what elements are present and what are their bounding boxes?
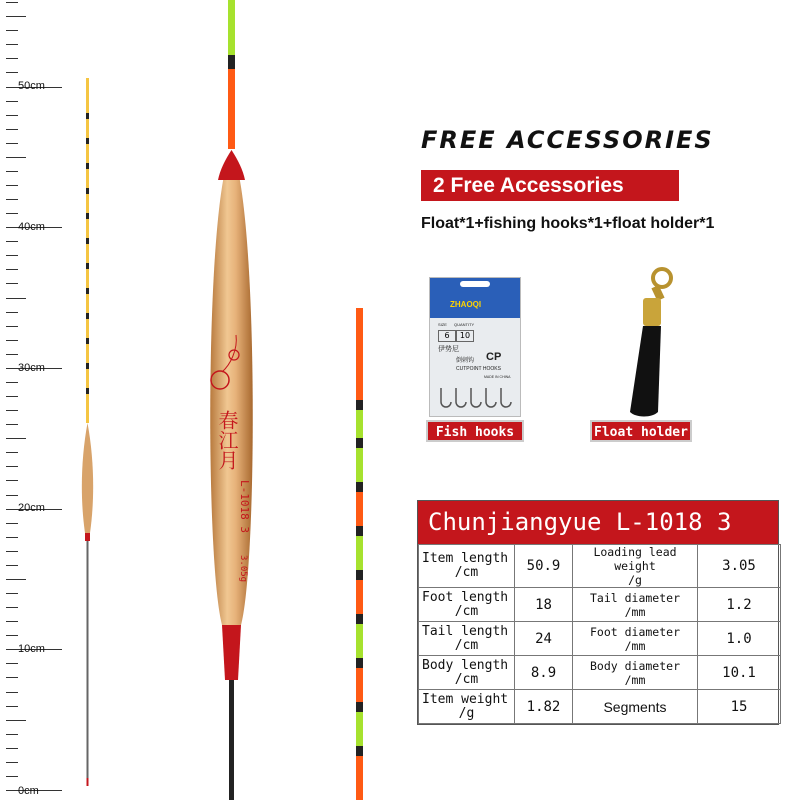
spec-row bbox=[419, 545, 781, 588]
ruler-tick bbox=[6, 748, 18, 749]
ruler-tick bbox=[6, 340, 18, 341]
hook-desc: CUTPOINT HOOKS bbox=[456, 366, 501, 372]
spec-label bbox=[573, 545, 698, 588]
spec-label bbox=[573, 656, 698, 690]
spec-label-line1: Tail length bbox=[422, 623, 509, 639]
spec-label bbox=[419, 588, 515, 622]
ruler-tick bbox=[6, 72, 18, 73]
ruler-tick bbox=[6, 171, 18, 172]
spec-value: 15 bbox=[698, 690, 781, 724]
ruler-tick bbox=[6, 424, 18, 425]
ruler-tick bbox=[6, 241, 18, 242]
ruler-tick bbox=[6, 30, 18, 31]
ruler-tick bbox=[6, 396, 18, 397]
hook-quantity: 10 bbox=[456, 330, 474, 342]
ruler-tick bbox=[6, 129, 18, 130]
ruler-tick bbox=[6, 734, 18, 735]
ruler-tick bbox=[6, 720, 26, 721]
ruler-tick bbox=[6, 593, 18, 594]
float-chinese-label: 春江月 bbox=[215, 410, 239, 470]
ruler-tick bbox=[6, 44, 18, 45]
large-float-closeup-image bbox=[200, 0, 270, 800]
spec-label-line1: Foot diameter bbox=[589, 624, 680, 639]
spec-row bbox=[419, 690, 781, 724]
spec-value: 1.82 bbox=[515, 690, 573, 724]
spec-table bbox=[417, 500, 779, 725]
spec-label-line1: Body length bbox=[422, 657, 509, 673]
spec-label-line1: Body diameter bbox=[589, 658, 680, 673]
ruler-tick bbox=[6, 326, 18, 327]
spec-row bbox=[419, 588, 781, 622]
float-model-label: L-1018 3 bbox=[238, 480, 251, 533]
hook-series: CP bbox=[486, 351, 502, 363]
ruler-tick bbox=[6, 255, 18, 256]
ruler-tick bbox=[6, 551, 18, 552]
hook-brand: ZHAOQI bbox=[450, 300, 482, 309]
ruler-tick bbox=[6, 537, 18, 538]
spec-label-line1: Tail diameter bbox=[589, 590, 680, 605]
spec-value: 10.1 bbox=[698, 656, 781, 690]
spec-rows bbox=[418, 544, 781, 724]
hook-name-cn: 伊势尼 bbox=[438, 345, 459, 353]
hook-size-header: SIZE bbox=[438, 322, 447, 327]
spec-label-unit: /g bbox=[628, 573, 642, 587]
ruler-tick bbox=[6, 466, 18, 467]
length-ruler bbox=[0, 0, 70, 800]
ruler-tick bbox=[6, 762, 18, 763]
ruler-tick bbox=[6, 199, 18, 200]
ruler-tick bbox=[6, 663, 18, 664]
ruler-tick bbox=[6, 115, 18, 116]
spec-label bbox=[419, 690, 515, 724]
hook-origin: MADE IN CHINA bbox=[484, 375, 511, 379]
ruler-tick bbox=[6, 607, 18, 608]
ruler-tick bbox=[6, 565, 18, 566]
spec-label bbox=[419, 545, 515, 588]
spec-label-unit: /mm bbox=[624, 638, 646, 653]
hook-quantity-header: QUANTITY bbox=[454, 322, 475, 327]
ruler-tick bbox=[6, 579, 26, 580]
fishing-hooks-package-icon bbox=[429, 277, 521, 417]
ruler-tick bbox=[6, 480, 18, 481]
spec-label-unit: /cm bbox=[454, 603, 479, 619]
ruler-label-40: 40cm bbox=[18, 221, 45, 233]
spec-label-unit: /cm bbox=[454, 565, 479, 580]
spec-table-title: Chunjiangyue L-1018 3 bbox=[418, 501, 778, 544]
spec-label bbox=[573, 622, 698, 656]
ruler-tick bbox=[6, 495, 18, 496]
ruler-label-0: 0cm bbox=[18, 785, 39, 797]
spec-label-line1: Foot length bbox=[422, 589, 509, 605]
spec-row bbox=[419, 656, 781, 690]
ruler-tick bbox=[6, 452, 18, 453]
ruler-tick bbox=[6, 58, 18, 59]
spec-label bbox=[573, 588, 698, 622]
ruler-label-20: 20cm bbox=[18, 502, 45, 514]
spec-label: Segments bbox=[573, 690, 698, 724]
spec-value: 1.0 bbox=[698, 622, 781, 656]
spec-value: 18 bbox=[515, 588, 573, 622]
ruler-tick bbox=[6, 523, 18, 524]
spec-label bbox=[419, 622, 515, 656]
accessories-contents: Float*1+fishing hooks*1+float holder*1 bbox=[421, 215, 715, 232]
spec-value: 24 bbox=[515, 622, 573, 656]
ruler-tick bbox=[6, 706, 18, 707]
ruler-tick bbox=[6, 16, 26, 17]
ruler-tick bbox=[6, 101, 18, 102]
spec-label-line1: Item length bbox=[422, 551, 509, 566]
float-tail-closeup-image bbox=[350, 308, 370, 800]
spec-row bbox=[419, 622, 781, 656]
ruler-tick bbox=[6, 269, 18, 270]
float-holder-label: Float holder bbox=[590, 420, 692, 442]
ruler-tick bbox=[6, 185, 18, 186]
ruler-label-50: 50cm bbox=[18, 80, 45, 92]
ruler-tick bbox=[6, 298, 26, 299]
ruler-tick bbox=[6, 143, 18, 144]
spec-label-line1: Loading lead weight bbox=[593, 545, 677, 573]
spec-value: 8.9 bbox=[515, 656, 573, 690]
ruler-label-30: 30cm bbox=[18, 362, 45, 374]
ruler-tick bbox=[6, 677, 18, 678]
free-accessories-banner: 2 Free Accessories bbox=[421, 170, 679, 201]
spec-label-unit: /cm bbox=[454, 637, 479, 653]
ruler-tick bbox=[6, 157, 26, 158]
hook-type-cn: 倒刺钩 bbox=[456, 357, 475, 364]
ruler-tick bbox=[6, 354, 18, 355]
ruler-tick bbox=[6, 312, 18, 313]
spec-label-unit: /cm bbox=[454, 671, 479, 687]
spec-label-unit: /mm bbox=[624, 672, 646, 687]
hook-size: 6 bbox=[438, 330, 456, 342]
spec-value: 1.2 bbox=[698, 588, 781, 622]
small-full-float-image bbox=[72, 78, 104, 790]
ruler-tick bbox=[6, 382, 18, 383]
ruler-tick bbox=[6, 438, 26, 439]
spec-value: 50.9 bbox=[515, 545, 573, 588]
spec-value: 3.05 bbox=[698, 545, 781, 588]
float-weight-label: 3.05g bbox=[238, 555, 248, 583]
ruler-tick bbox=[6, 213, 18, 214]
ruler-tick bbox=[6, 410, 18, 411]
float-holder-icon bbox=[618, 262, 678, 420]
spec-label bbox=[419, 656, 515, 690]
free-accessories-heading: FREE ACCESSORIES bbox=[421, 126, 714, 154]
ruler-tick bbox=[6, 621, 18, 622]
ruler-tick bbox=[6, 283, 18, 284]
spec-label-unit: /mm bbox=[624, 604, 646, 619]
ruler-tick bbox=[6, 776, 18, 777]
fish-hooks-label: Fish hooks bbox=[426, 420, 524, 442]
ruler-tick bbox=[6, 692, 18, 693]
spec-label-unit: /g bbox=[458, 705, 475, 721]
spec-label-line1: Item weight bbox=[422, 691, 509, 707]
ruler-tick bbox=[6, 2, 18, 3]
ruler-tick bbox=[6, 635, 18, 636]
ruler-label-10: 10cm bbox=[18, 643, 45, 655]
